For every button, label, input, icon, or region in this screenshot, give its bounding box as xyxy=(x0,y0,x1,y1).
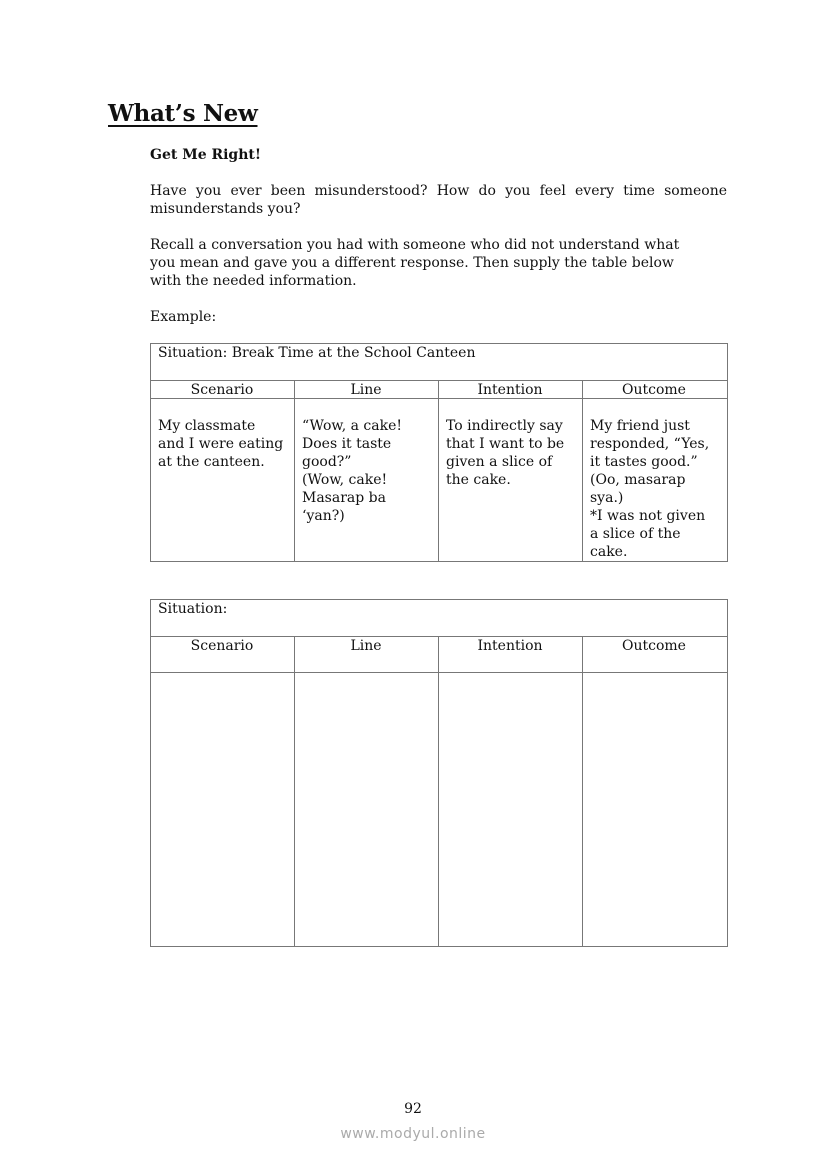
table-border xyxy=(582,636,583,947)
paragraph-1-line-1: Have you ever been misunderstood? How do you feel every time someone xyxy=(150,183,727,199)
paragraph-2-line-1: Recall a conversation you had with someone who did not understand what xyxy=(150,237,680,253)
table-border xyxy=(582,380,583,562)
table-border xyxy=(294,380,295,562)
table-border xyxy=(150,672,728,673)
paragraph-1-line-2: misunderstands you? xyxy=(150,201,301,217)
table-border xyxy=(150,561,728,562)
table-border xyxy=(150,343,151,562)
table-border xyxy=(438,636,439,947)
header-line: Line xyxy=(350,382,382,398)
intention-cell: To indirectly say that I want to be given a slice of the cake. xyxy=(446,418,565,488)
table-border xyxy=(150,599,728,600)
section-title: What’s New xyxy=(108,100,258,127)
table-border xyxy=(150,946,728,947)
example-label: Example: xyxy=(150,309,217,325)
page-number: 92 xyxy=(404,1101,422,1117)
paragraph-2-line-3: with the needed information. xyxy=(150,273,357,289)
header-intention: Intention xyxy=(477,382,543,398)
outcome-cell: My friend just responded, “Yes, it tastes good.” (Oo, masarap sya.) *I was not given a slice of the cake. xyxy=(590,418,710,560)
table-border xyxy=(727,343,728,562)
blank-situation-cell: Situation: xyxy=(158,601,228,617)
line-cell: “Wow, a cake! Does it taste good?” (Wow, cake! Masarap ba ‘yan?) xyxy=(302,418,403,524)
blank-header-line: Line xyxy=(350,638,382,654)
blank-header-scenario: Scenario xyxy=(190,638,254,654)
header-scenario: Scenario xyxy=(190,382,254,398)
scenario-cell: My classmate and I were eating at the canteen. xyxy=(158,418,284,470)
table-border xyxy=(727,599,728,947)
table-border xyxy=(438,380,439,562)
header-outcome: Outcome xyxy=(622,382,686,398)
blank-header-outcome: Outcome xyxy=(622,638,686,654)
situation-cell: Situation: Break Time at the School Canteen xyxy=(158,345,476,361)
watermark: www.modyul.online xyxy=(340,1126,486,1142)
blank-header-intention: Intention xyxy=(477,638,543,654)
table-border xyxy=(294,636,295,947)
paragraph-2-line-2: you mean and gave you a different response. Then supply the table below xyxy=(150,255,674,271)
activity-title: Get Me Right! xyxy=(150,147,262,163)
